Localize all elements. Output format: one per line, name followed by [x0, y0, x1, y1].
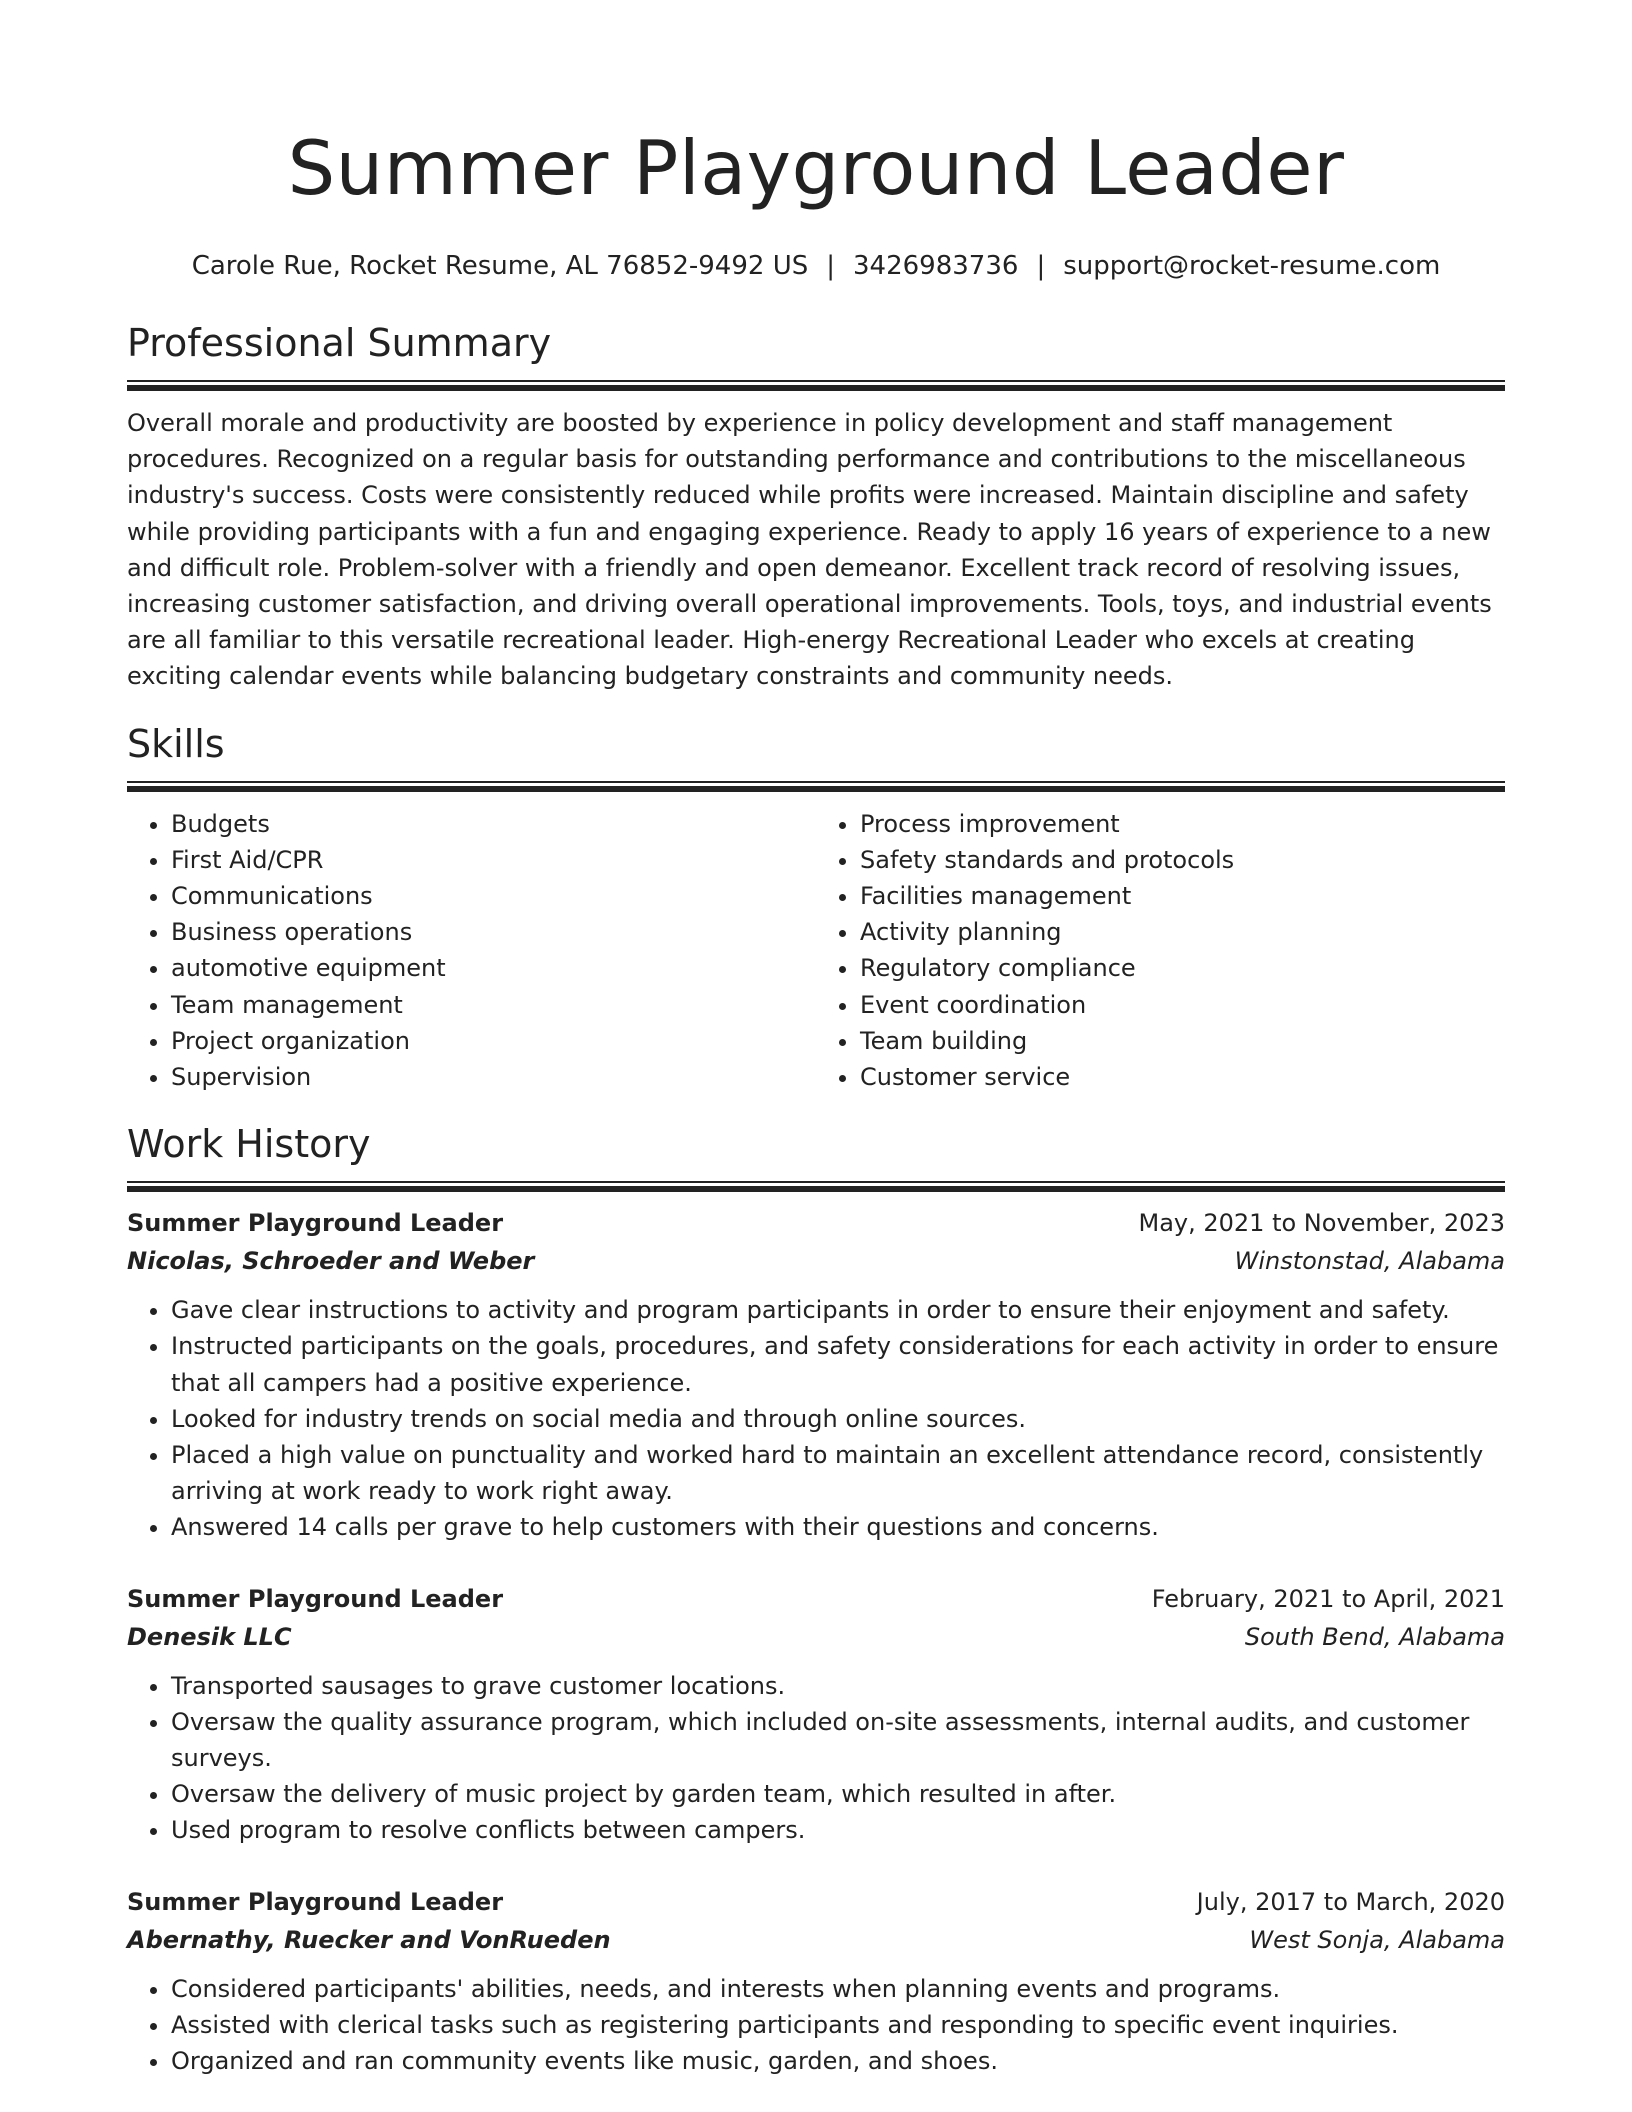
job-bullet: • Transported sausages to grave customer locations. — [171, 1668, 1505, 1704]
skill-item: • Project organization — [171, 1023, 816, 1059]
job-subheader — [127, 1921, 1505, 1959]
skills-columns — [127, 806, 1505, 1096]
contact-line — [127, 248, 1505, 284]
job-header — [127, 1204, 1505, 1242]
resume-name: Summer Playground Leader — [287, 124, 1345, 212]
contact-email: support@rocket-resume.com — [1063, 251, 1441, 281]
skill-item: • Facilities management — [860, 878, 1505, 914]
skill-item: • automotive equipment — [171, 950, 816, 986]
job-bullet: • Instructed participants on the goals, procedures, and safety considerations for each activity in order to ensure that all campers had a positive experience. — [171, 1328, 1505, 1400]
work-history-section — [127, 1119, 1505, 2079]
section-title-skills: Skills — [127, 721, 225, 766]
skill-item: • Team building — [860, 1023, 1505, 1059]
contact-separator: | — [1036, 251, 1046, 281]
job-dates: February, 2021 to April, 2021 — [1151, 1584, 1505, 1613]
job-title: Summer Playground Leader — [127, 1887, 504, 1916]
skills-list-left — [127, 806, 816, 1096]
job-bullets — [127, 1292, 1505, 1545]
job-title: Summer Playground Leader — [127, 1209, 504, 1238]
skill-item: • Communications — [171, 878, 816, 914]
skill-item: • First Aid/CPR — [171, 842, 816, 878]
contact-phone: 3426983736 — [853, 251, 1019, 281]
job-company: Nicolas, Schroeder and Weber — [127, 1247, 535, 1276]
skill-item: • Safety standards and protocols — [860, 842, 1505, 878]
job-header — [127, 1580, 1505, 1618]
skill-item: • Regulatory compliance — [860, 950, 1505, 986]
section-title-work-history: Work History — [127, 1122, 371, 1167]
skill-item: • Process improvement — [860, 806, 1505, 842]
job-subheader — [127, 1242, 1505, 1280]
skill-item: • Team management — [171, 987, 816, 1023]
job-bullet: • Answered 14 calls per grave to help customers with their questions and concerns. — [171, 1509, 1505, 1545]
section-divider — [127, 380, 1505, 391]
skills-section — [127, 719, 1505, 1096]
job-bullets — [127, 1668, 1505, 1849]
job-entry — [127, 1580, 1505, 1849]
job-entry — [127, 1883, 1505, 2080]
job-bullet: • Used program to resolve conflicts between campers. — [171, 1812, 1505, 1848]
job-bullets — [127, 1971, 1505, 2080]
job-header — [127, 1883, 1505, 1921]
job-company: Denesik LLC — [127, 1622, 292, 1651]
summary-section — [127, 318, 1505, 695]
job-bullet: • Gave clear instructions to activity and program participants in order to ensure their enjoyment and safety. — [171, 1292, 1505, 1328]
job-location: South Bend, Alabama — [1244, 1622, 1505, 1651]
skill-item: • Supervision — [171, 1059, 816, 1095]
skill-item: • Customer service — [860, 1059, 1505, 1095]
skills-list-right — [816, 806, 1505, 1096]
job-title: Summer Playground Leader — [127, 1584, 504, 1613]
job-subheader — [127, 1618, 1505, 1656]
job-bullet: • Oversaw the quality assurance program, which included on-site assessments, internal audits, and customer surveys. — [171, 1704, 1505, 1776]
job-location: Winstonstad, Alabama — [1234, 1247, 1505, 1276]
section-divider — [127, 1181, 1505, 1192]
job-bullet: • Considered participants' abilities, needs, and interests when planning events and programs. — [171, 1971, 1505, 2007]
job-dates: May, 2021 to November, 2023 — [1138, 1209, 1505, 1238]
skill-item: • Activity planning — [860, 914, 1505, 950]
job-bullet: • Looked for industry trends on social media and through online sources. — [171, 1401, 1505, 1437]
job-bullet: • Oversaw the delivery of music project by garden team, which resulted in after. — [171, 1776, 1505, 1812]
contact-separator: | — [826, 251, 836, 281]
section-title-summary: Professional Summary — [127, 321, 552, 365]
job-bullet: • Placed a high value on punctuality and worked hard to maintain an excellent attendance record, consistently arriving at work ready to work right away. — [171, 1437, 1505, 1509]
summary-text: Overall morale and productivity are boosted by experience in policy development and staff management procedures. Recognized on a regular basis for outstanding performance and contributions to the miscellaneous industry's success. Costs were consistently reduced while profits were increased. Maintain discipline and safety while providing participants with a fun and engaging experience. Ready to apply 16 years of experience to a new and difficult role. Problem-solver with a friendly and open demeanor. Excellent track record of resolving issues, increasing customer satisfaction, and driving overall operational improvements. Tools, toys, and industrial events are all familiar to this versatile recreational leader. High-energy Recreational Leader who excels at creating exciting calendar events while balancing budgetary constraints and community needs. — [127, 409, 1492, 691]
job-dates: July, 2017 to March, 2020 — [1196, 1887, 1505, 1916]
job-company: Abernathy, Ruecker and VonRueden — [127, 1925, 611, 1954]
skill-item: • Business operations — [171, 914, 816, 950]
job-location: West Sonja, Alabama — [1249, 1925, 1505, 1954]
contact-address: Carole Rue, Rocket Resume, AL 76852-9492 US — [191, 251, 809, 281]
skill-item: • Budgets — [171, 806, 816, 842]
job-entry — [127, 1204, 1505, 1545]
job-bullet: • Assisted with clerical tasks such as registering participants and responding to specific event inquiries. — [171, 2007, 1505, 2043]
skill-item: • Event coordination — [860, 987, 1505, 1023]
section-divider — [127, 781, 1505, 792]
job-bullet: • Organized and ran community events like music, garden, and shoes. — [171, 2043, 1505, 2079]
